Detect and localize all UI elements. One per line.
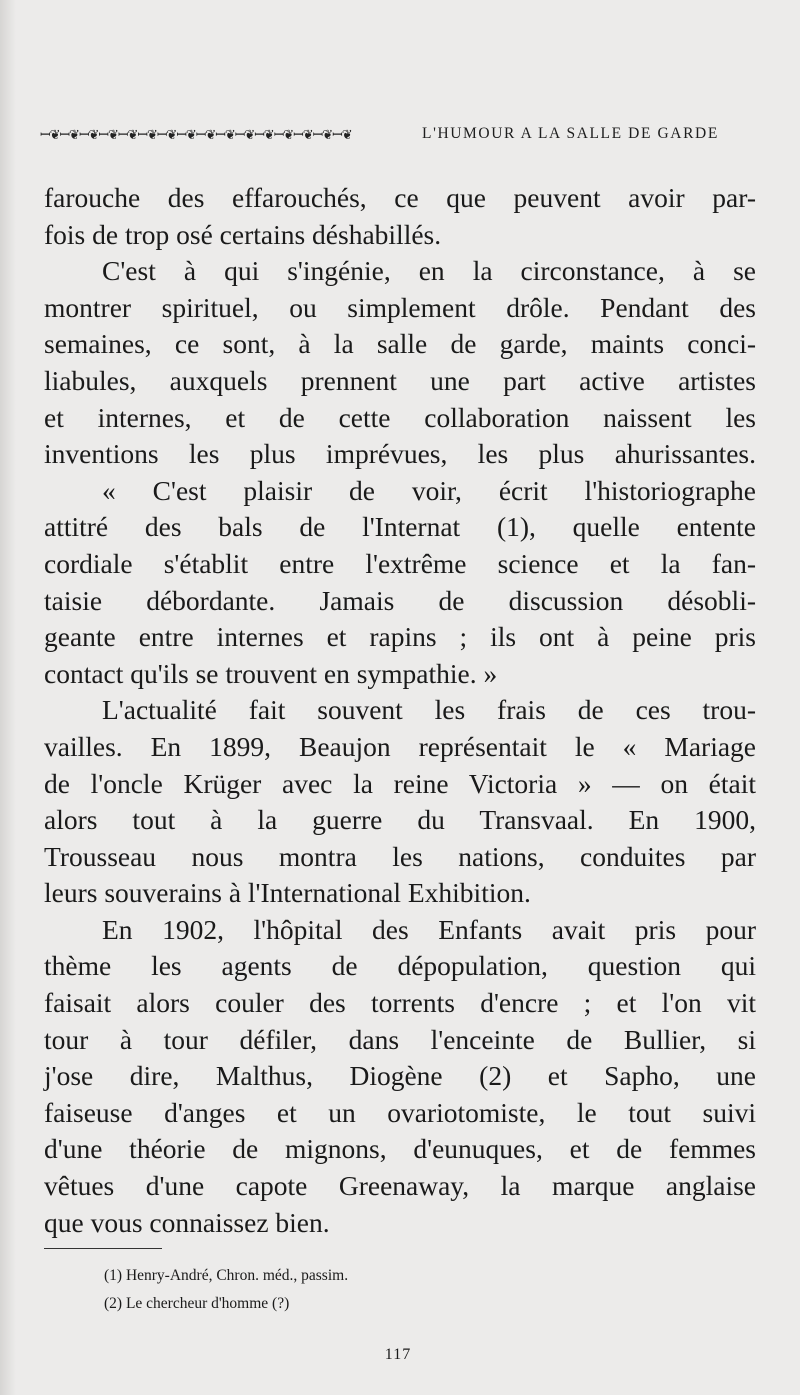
text-line: « C'est plaisir de voir, écrit l'historiographe — [102, 474, 756, 506]
text-line: C'est à qui s'ingénie, en la circonstance, à se — [102, 255, 756, 287]
text-line: de l'oncle Krüger avec la reine Victoria » — on était — [44, 767, 756, 799]
text-line: fois de trop osé certains déshabillés. — [44, 218, 442, 250]
text-line: cordiale s'établit entre l'extrême science et la fan- — [44, 547, 756, 579]
text-line: geante entre internes et rapins ; ils ont à peine pris — [44, 621, 756, 653]
footnotes — [104, 1262, 604, 1318]
text-line: vêtues d'une capote Greenaway, la marque anglaise — [44, 1170, 756, 1202]
footnote: (2) Le chercheur d'homme (?) — [104, 1295, 290, 1312]
text-line: inventions les plus imprévues, les plus ahurissantes. — [44, 438, 756, 470]
text-line: En 1902, l'hôpital des Enfants avait pris pour — [102, 913, 756, 945]
text-line: contact qu'ils se trouvent en sympathie. » — [44, 657, 498, 689]
text-line: attitré des bals de l'Internat (1), quelle entente — [44, 511, 756, 543]
text-line: semaines, ce sont, à la salle de garde, maints conci- — [44, 328, 756, 360]
text-line: leurs souverains à l'International Exhibition. — [44, 877, 531, 909]
text-line: L'actualité fait souvent les frais de ces trou- — [102, 694, 756, 726]
text-line: thème les agents de dépopulation, question qui — [44, 950, 756, 982]
text-line: Trousseau nous montra les nations, conduites par — [44, 840, 756, 872]
text-line: et internes, et de cette collaboration naissent les — [44, 401, 756, 433]
text-line: vailles. En 1899, Beaujon représentait le « Mariage — [44, 730, 756, 762]
text-line: tour à tour défiler, dans l'enceinte de Bullier, si — [44, 1023, 756, 1055]
text-line: alors tout à la guerre du Transvaal. En 1900, — [44, 804, 756, 836]
text-line: d'une théorie de mignons, d'eunuques, et de femmes — [44, 1133, 756, 1165]
footnote-rule — [44, 1248, 162, 1249]
text-line: faiseuse d'anges et un ovariotomiste, le tout suivi — [44, 1096, 756, 1128]
text-line: j'ose dire, Malthus, Diogène (2) et Sapho, une — [44, 1060, 756, 1092]
page-gutter-shadow — [0, 0, 16, 1395]
header-ornament: ꟷ❦ꟷ❦ꟷ❦ꟷ❦ꟷ❦ꟷ❦ꟷ❦ꟷ❦ꟷ❦ꟷ❦ꟷ❦ꟷ❦ꟷ❦ꟷ❦ꟷ❦ꟷ❦ — [40, 128, 352, 143]
running-header — [40, 122, 760, 146]
text-line: que vous connaissez bien. — [44, 1206, 330, 1238]
text-line: faisait alors couler des torrents d'encre ; et l'on vit — [44, 987, 756, 1019]
page-number: 117 — [384, 1346, 412, 1363]
body-text — [44, 180, 756, 1241]
text-line: montrer spirituel, ou simplement drôle. Pendant des — [44, 291, 756, 323]
text-line: taisie débordante. Jamais de discussion désobli- — [44, 584, 756, 616]
footnote: (1) Henry-André, Chron. méd., passim. — [104, 1267, 349, 1284]
text-line: liabules, auxquels prennent une part active artistes — [44, 364, 756, 396]
text-line: farouche des effarouchés, ce que peuvent avoir par- — [44, 182, 756, 213]
running-title: L'HUMOUR A LA SALLE DE GARDE — [422, 125, 719, 142]
